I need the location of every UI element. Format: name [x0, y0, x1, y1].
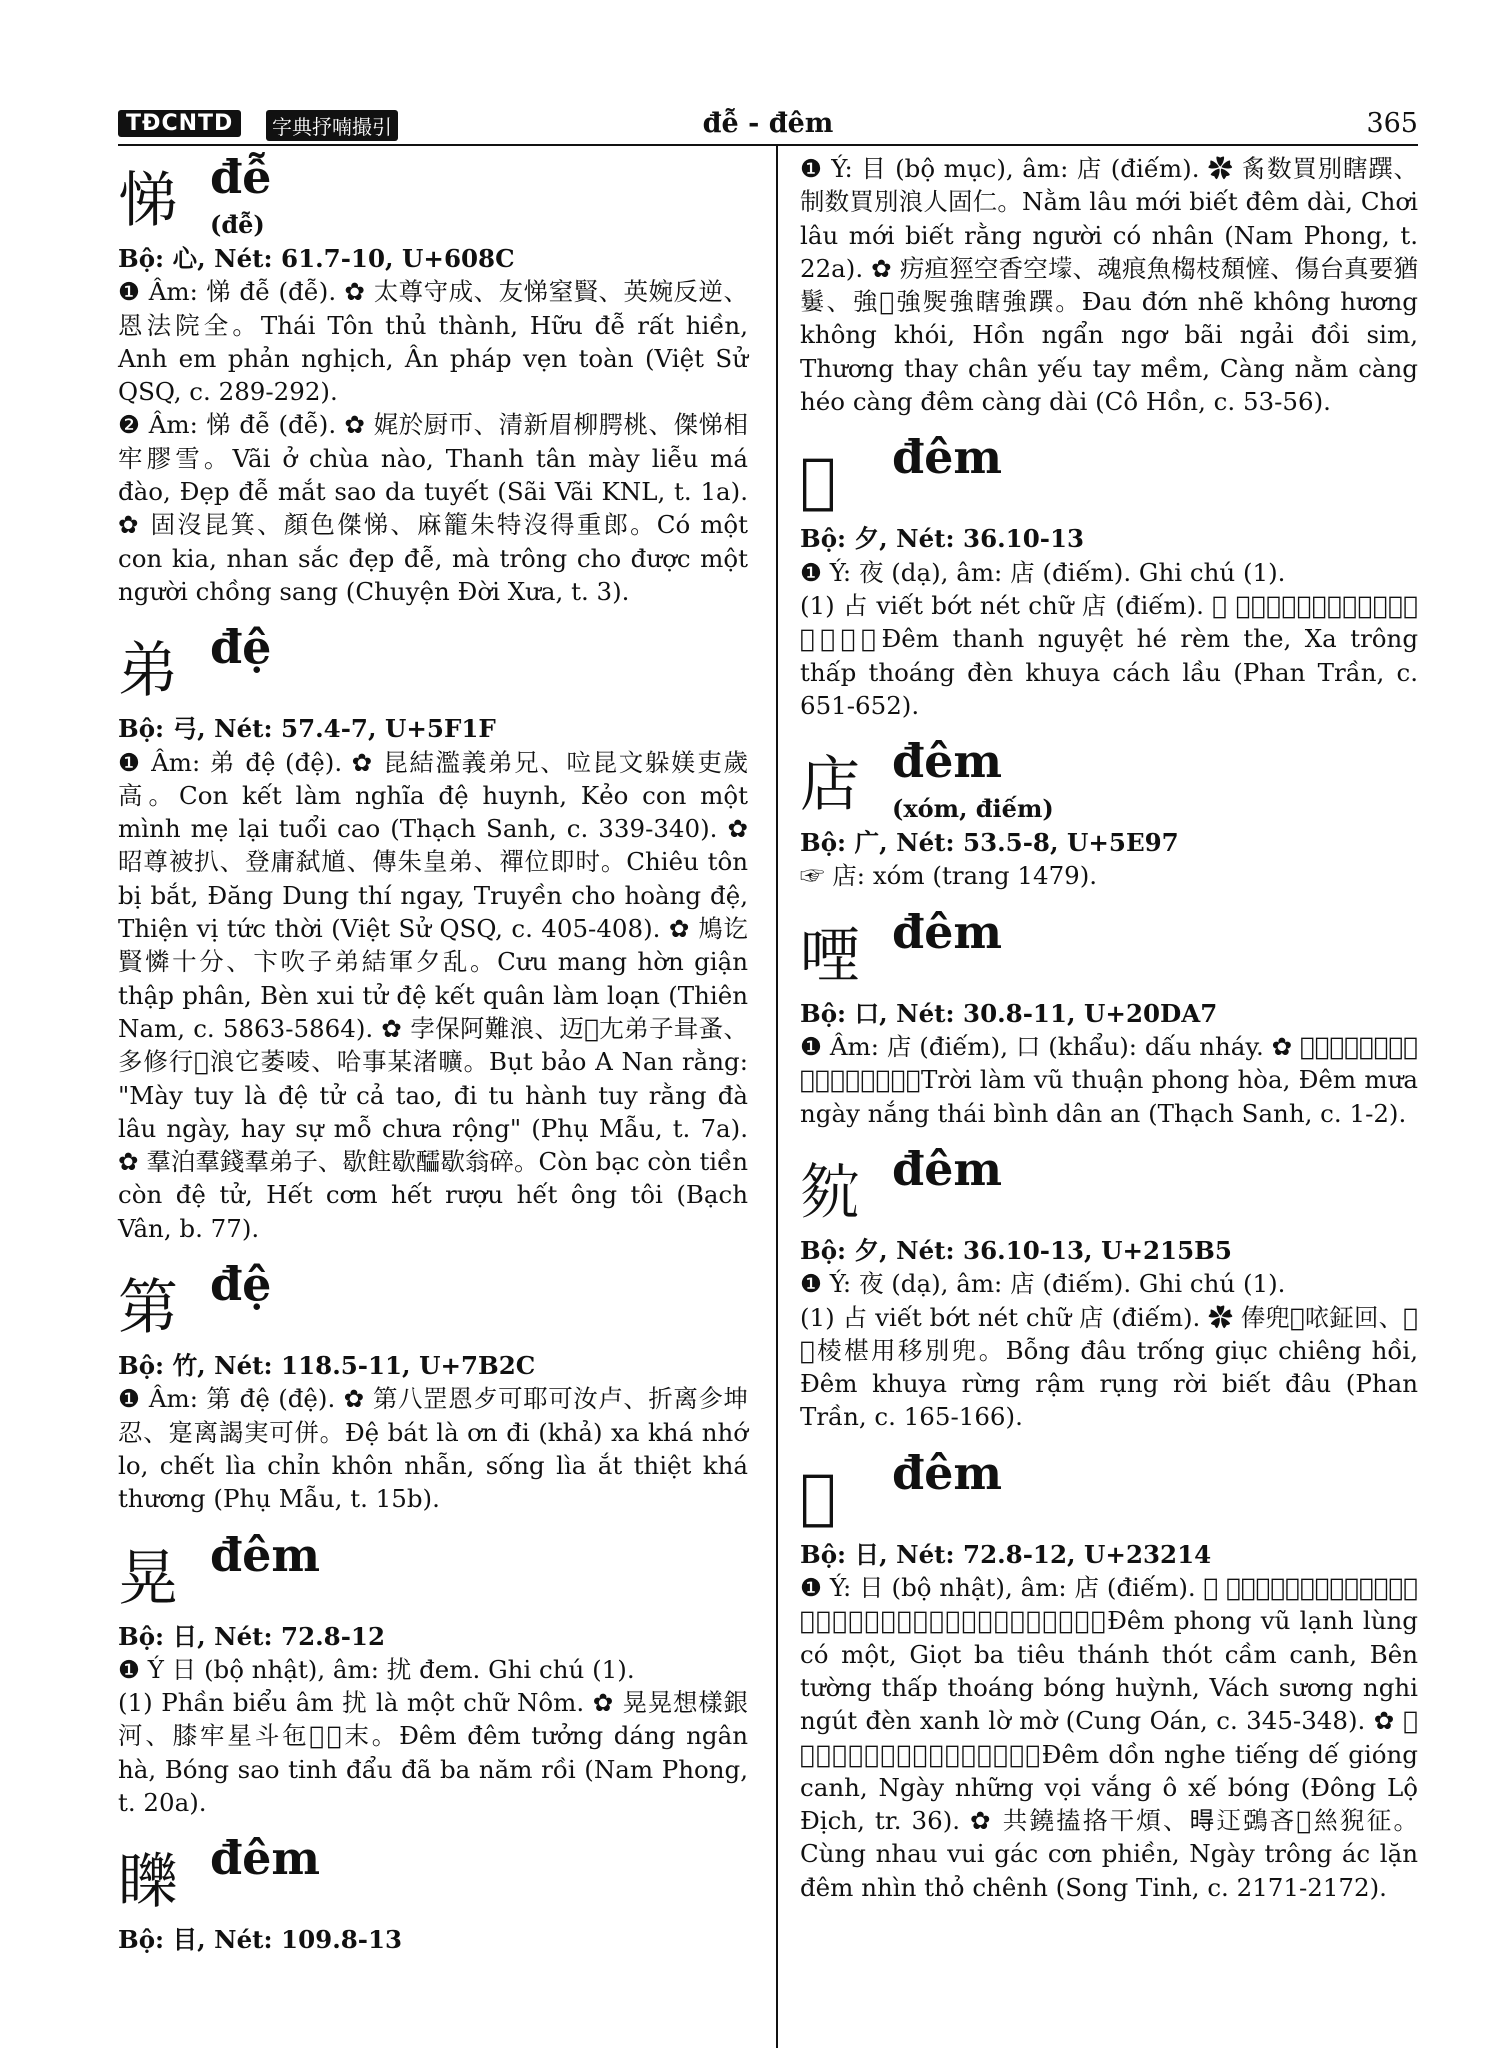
- entry-character: 店: [800, 750, 860, 821]
- entry-reading: (xóm, điếm): [892, 794, 1054, 824]
- running-title: đễ - đêm: [702, 108, 834, 139]
- entry-character: 𡖢: [800, 1157, 860, 1228]
- entry-radical-strokes: Bộ: 弓, Nét: 57.4-7, U+5F1F: [118, 714, 496, 744]
- entry-character: 䁻: [118, 1847, 178, 1918]
- entry-head: [800, 904, 1418, 997]
- entry-head: [118, 622, 748, 712]
- dictionary-entry: [800, 432, 1418, 722]
- entry-headword: đêm: [892, 1445, 1003, 1500]
- right-column: [800, 152, 1418, 1918]
- entry-head: [118, 1259, 748, 1349]
- dictionary-entry: [118, 152, 748, 608]
- dictionary-entry: [800, 152, 1418, 418]
- entry-head: [800, 736, 1418, 826]
- entry-radical-strokes: Bộ: 口, Nét: 30.8-11, U+20DA7: [800, 998, 1218, 1028]
- dictionary-entry: [800, 1445, 1418, 1904]
- entry-head: [118, 1527, 748, 1620]
- entry-sense: ❶ Ý 日 (bộ nhật), âm: 扰 đem. Ghi chú (1).: [118, 1654, 635, 1684]
- dictionary-entry: [118, 622, 748, 1245]
- entry-radical-strokes: Bộ: 目, Nét: 109.8-13: [118, 1925, 403, 1955]
- entry-sense: ❷ Âm: 悌 đễ (đễ). ✿ 娓於厨帀、清新眉柳腭桃、傑悌相牢膠雪。Vãi ở chùa nào, Thanh tân mày liễu má đào, Đẹp đễ mắt sao da tuyết (Sãi Vãi KNL, t. 1a). ✿ 固沒昆箕、顏色傑悌、麻籠朱特沒得重郎。Có một con kia, nhan sắc đẹp đễ, mà trông cho được một người chồng sang (Chuyện Đời Xưa, t. 3).: [118, 410, 748, 606]
- entry-reading: (đễ): [210, 210, 265, 239]
- entry-sense: (1) Phần biểu âm 扰 là một chữ Nôm. ✿ 晃晃想樣銀河、膝牢星斗㐌𣇞𨍦末。Đêm đêm tưởng dáng ngân hà, Bóng sao tinh đẩu đã ba năm rồi (Nam Phong, t. 20a).: [118, 1688, 748, 1817]
- entry-character: 第: [118, 1273, 178, 1344]
- entry-headword: đêm: [210, 1831, 321, 1886]
- entry-character: 晃: [118, 1543, 178, 1614]
- dictionary-entry: [118, 1527, 748, 1820]
- entry-head: [118, 152, 748, 242]
- dictionary-entry: [118, 1833, 748, 1956]
- entry-sense: ☞ 店: xóm (trang 1479).: [800, 861, 1098, 891]
- dictionary-entry: [118, 1259, 748, 1515]
- entry-sense: ❶ Âm: 第 đệ (đệ). ✿ 第八罡恩歺可耶可汝卢、折离㐱坤忍、寔离謁実可併。Đệ bát là ơn đi (khả) xa khá nhớ lo, chết lìa chỉn khôn nhẫn, sống lìa ắt thiệt khá thương (Phụ Mẫu, t. 15b).: [118, 1384, 748, 1514]
- entry-sense: ❶ Ý: 目 (bộ mục), âm: 店 (điếm). ✿ 䏑数買別瞎䠣、制数買別浪人固仁。Nằm lâu mới biết đêm dài, Chơi lâu mới biết rằng người có nhân (Nam Phong, t. 22a). ✿ 疠疸㹵空香空𡒯、魂痕魚㮲枝頹㦃、傷台真要猶𩯁、強𦢳強㷩強瞎強䠣。Đau đớn nhẽ không hương không khói, Hồn ngẩn ngơ bãi ngải đồi sim, Thương thay chân yếu tay mềm, Càng nằm càng héo càng đêm càng dài (Cô Hồn, c. 53-56).: [800, 154, 1418, 417]
- entry-character: 𡖡: [800, 446, 837, 517]
- entry-sense: ❶ Ý: 日 (bộ nhật), âm: 店 (điếm). ✿ 𣋚風雨冷迸固戈、滨芭蕉聖説拎更、边墙濕倘膵萤、壁霜喧嗯畑撑爐㷰。Đêm phong vũ lạnh lùng có một, Giọt ba tiêu thánh thót cầm canh, Bên tường thấp thoáng bóng huỳnh, Vách sương nghi ngút đèn xanh lờ mờ (Cung Oán, c. 345-348). ✿ 𣋚咛暄唷蟀明更、㝵仍瞻暈烏曦膵。Đêm dồn nghe tiếng dế gióng canh, Ngày những vọi vắng ô xế bóng (Đông Lộ Địch, tr. 36). ✿ 共鐃搕挌干煩、𣈜𨑜鵶吝𣋚𢇁猊征。Cùng nhau vui gác cơn phiền, Ngày trông ác lặn đêm nhìn thỏ chênh (Song Tinh, c. 2171-2172).: [800, 1573, 1418, 1902]
- entry-sense: ❶ Ý: 夜 (dạ), âm: 店 (điếm). Ghi chú (1).: [800, 1269, 1286, 1299]
- entry-character: 𣋚: [800, 1461, 837, 1532]
- entry-sense: ❶ Ý: 夜 (dạ), âm: 店 (điếm). Ghi chú (1).: [800, 557, 1286, 587]
- entry-radical-strokes: Bộ: 日, Nét: 72.8-12: [118, 1621, 385, 1651]
- entry-headword: đệ: [210, 1257, 272, 1312]
- entry-radical-strokes: Bộ: 夕, Nét: 36.10-13, U+215B5: [800, 1235, 1232, 1265]
- entry-head: [800, 1141, 1418, 1234]
- entry-sense: (1) 占 viết bớt nét chữ 店 (điếm). ✿ 俸兜𪒽𠲖鉦回、𡖢𡗶棱椹用移別兜。Bỗng đâu trống giục chiêng hồi, Đêm khuya rừng rậm rụng rời biết đâu (Phan Trần, c. 165-166).: [800, 1302, 1418, 1432]
- entry-sense: ❶ Âm: 悌 đễ (đễ). ✿ 太尊守成、友悌窒賢、英婉反逆、恩法院全。Thái Tôn thủ thành, Hữu đễ rất hiền, Anh em phản nghịch, Ân pháp vẹn toàn (Việt Sử QSQ, c. 289-292).: [118, 277, 748, 407]
- entry-sense: ❶ Âm: 店 (điếm), 口 (khẩu): dấu nháy. ✿ 𡗶濫雨順風和、㖶湄㝵㶚太平民安。Trời làm vũ thuận phong hòa, Đêm mưa ngày nắng thái bình dân an (Thạch Sanh, c. 1-2).: [800, 1032, 1418, 1128]
- page-header: [118, 108, 1418, 144]
- column-divider: [776, 146, 778, 2048]
- entry-character: 悌: [118, 166, 178, 236]
- entry-radical-strokes: Bộ: 广, Nét: 53.5-8, U+5E97: [800, 828, 1179, 858]
- entry-headword: đêm: [892, 1141, 1003, 1196]
- entry-headword: đêm: [892, 904, 1003, 959]
- entry-head: [800, 1445, 1418, 1538]
- entry-radical-strokes: Bộ: 心, Nét: 61.7-10, U+608C: [118, 244, 515, 273]
- book-logo: TĐCNTD: [118, 110, 241, 137]
- entry-head: [118, 1833, 748, 1923]
- entry-headword: đêm: [892, 430, 1003, 485]
- dictionary-entry: [800, 904, 1418, 1130]
- entry-sense: ❶ Âm: 弟 đệ (đệ). ✿ 昆結濫義弟兄、㕸昆文躲媄吏歲高。Con kết làm nghĩa đệ huynh, Kẻo con một mình mẹ lại tuổi cao (Thạch Sanh, c. 339-340). ✿ 昭尊被扒、登庸弑馗、傳朱皇弟、禪位即时。Chiêu tôn bị bắt, Đăng Dung thí ngay, Truyền cho hoàng đệ, Thiện vị tức thời (Việt Sử QSQ, c. 405-408). ✿ 鳩讫賢憐十分、卞吹子弟結軍夕乱。Cưu mang hờn giận thập phân, Bèn xui tử đệ kết quân làm loạn (Thiên Nam, c. 5863-5864). ✿ 孛保阿難浪、迈𧊉尢弟子咠蚤、多修行𧊉浪它萎㖫、哈事某渚曠。Bụt bảo A Nan rằng: "Mày tuy là đệ tử cả tao, đi tu hành tuy rằng đà lâu ngày, hay sự mỗ chưa rộng" (Phụ Mẫu, t. 7a). ✿ 羣泊羣錢羣弟子、歇飳歇醽歇翁碎。Còn bạc còn tiền còn đệ tử, Hết cơm hết rượu hết ông tôi (Bạch Vân, b. 77).: [118, 747, 748, 1243]
- entry-character: 弟: [118, 636, 178, 707]
- header-rule: [118, 144, 1418, 146]
- entry-character: 㖶: [800, 920, 860, 991]
- entry-headword: đễ: [210, 150, 272, 204]
- book-logo-han: 字典抒喃撮引: [266, 110, 398, 141]
- left-column: [118, 152, 748, 1971]
- dictionary-entry: [800, 1141, 1418, 1434]
- entry-radical-strokes: Bộ: 夕, Nét: 36.10-13: [800, 524, 1085, 554]
- dictionary-entry: [800, 736, 1418, 893]
- entry-headword: đêm: [210, 1527, 321, 1582]
- entry-headword: đêm: [892, 734, 1003, 789]
- entry-headword: đệ: [210, 620, 272, 675]
- entry-radical-strokes: Bộ: 日, Nét: 72.8-12, U+23214: [800, 1539, 1212, 1569]
- entry-radical-strokes: Bộ: 竹, Nét: 118.5-11, U+7B2C: [118, 1351, 536, 1381]
- page-number: 365: [1366, 108, 1418, 139]
- entry-sense: (1) 占 viết bớt nét chữ 店 (điếm). ✿ 𡖡清月戲簾𦄂、睐𨑜湿倘畑𡗶隔楼。Đêm thanh nguyệt hé rèm the, Xa trông thấp thoáng đèn khuya cách lầu (Phan Trần, c. 651-652).: [800, 590, 1418, 720]
- entry-head: [800, 432, 1418, 522]
